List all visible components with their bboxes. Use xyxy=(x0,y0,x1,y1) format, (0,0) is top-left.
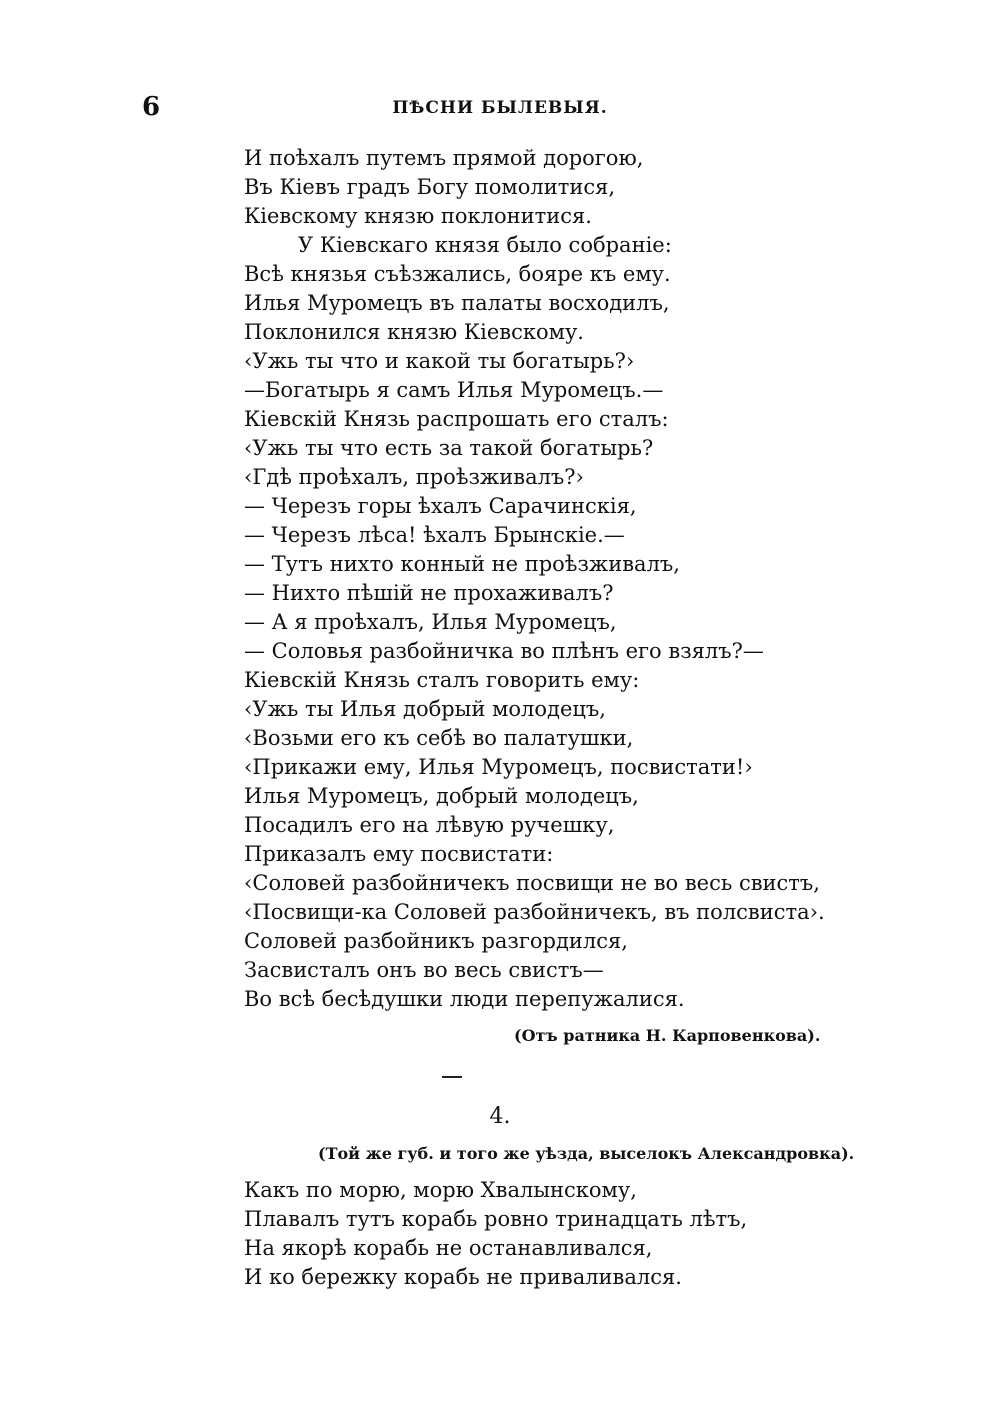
verse-line: — Черезъ горы ѣхалъ Сарачинскія, xyxy=(244,494,637,518)
verse-line: — Соловья разбойничка во плѣнъ его взялъ?— xyxy=(244,639,764,663)
verse-line: Кіевскому князю поклонитися. xyxy=(244,204,592,228)
verse-line: ‹Ужь ты что и какой ты богатырь?› xyxy=(244,349,635,373)
verse-line: На якорѣ корабь не останавливался, xyxy=(244,1236,653,1260)
verse-line: ‹Возьми его къ себѣ во палатушки, xyxy=(244,726,634,750)
verse-line: Въ Кіевъ градъ Богу помолитися, xyxy=(244,175,616,199)
verse-line: — Нихто пѣшій не прохаживалъ? xyxy=(244,581,614,605)
verse-line: ‹Прикажи ему, Илья Муромецъ, посвистати!› xyxy=(244,755,753,779)
song-4-verse xyxy=(244,1176,884,1292)
verse-line: —Богатырь я самъ Илья Муромецъ.— xyxy=(244,378,664,402)
running-title: ПѢСНИ БЫЛЕВЫЯ. xyxy=(392,98,608,118)
song-number: 4. xyxy=(489,1104,511,1129)
verse-line: Соловей разбойникъ разгордился, xyxy=(244,929,628,953)
section-divider xyxy=(442,1076,462,1078)
verse-line: — Черезъ лѣса! ѣхалъ Брынскіе.— xyxy=(244,523,625,547)
page-number: 6 xyxy=(142,92,161,122)
verse-line: Кіевскій Князь сталъ говорить ему: xyxy=(244,668,640,692)
verse-line: И поѣхалъ путемъ прямой дорогою, xyxy=(244,146,644,170)
verse-line: ‹Соловей разбойничекъ посвищи не во весь свистъ, xyxy=(244,871,820,895)
song-3-verse xyxy=(244,144,884,1014)
song-4-location: (Той же губ. и того же уѣзда, выселокъ Александровка). xyxy=(318,1144,855,1163)
verse-line: Посадилъ его на лѣвую ручешку, xyxy=(244,813,615,837)
verse-line: У Кіевскаго князя было собраніе: xyxy=(298,233,672,257)
verse-line: Какъ по морю, морю Хвалынскому, xyxy=(244,1178,637,1202)
verse-line: ‹Гдѣ проѣхалъ, проѣзживалъ?› xyxy=(244,465,584,489)
verse-line: ‹Ужь ты Илья добрый молодецъ, xyxy=(244,697,606,721)
verse-line: Приказалъ ему посвистати: xyxy=(244,842,554,866)
verse-line: Кіевскій Князь распрошать его сталъ: xyxy=(244,407,669,431)
verse-line: ‹Посвищи-ка Соловей разбойничекъ, въ полсвиста›. xyxy=(244,900,825,924)
verse-line: Илья Муромецъ, добрый молодецъ, xyxy=(244,784,639,808)
verse-line: И ко бережку корабь не приваливался. xyxy=(244,1265,682,1289)
verse-line: Засвисталъ онъ во весь свистъ— xyxy=(244,958,604,982)
verse-line: — А я проѣхалъ, Илья Муромецъ, xyxy=(244,610,617,634)
verse-line: — Тутъ нихто конный не проѣзживалъ, xyxy=(244,552,680,576)
verse-line: Всѣ князья съѣзжались, бояре къ ему. xyxy=(244,262,671,286)
song-3-attribution: (Отъ ратника Н. Карповенкова). xyxy=(514,1026,821,1045)
verse-line: Плавалъ тутъ корабь ровно тринадцать лѣтъ, xyxy=(244,1207,748,1231)
verse-line: Илья Муромецъ въ палаты восходилъ, xyxy=(244,291,670,315)
verse-line: ‹Ужь ты что есть за такой богатырь? xyxy=(244,436,654,460)
verse-line: Поклонился князю Кіевскому. xyxy=(244,320,584,344)
verse-line: Во всѣ бесѣдушки люди перепужалися. xyxy=(244,987,685,1011)
